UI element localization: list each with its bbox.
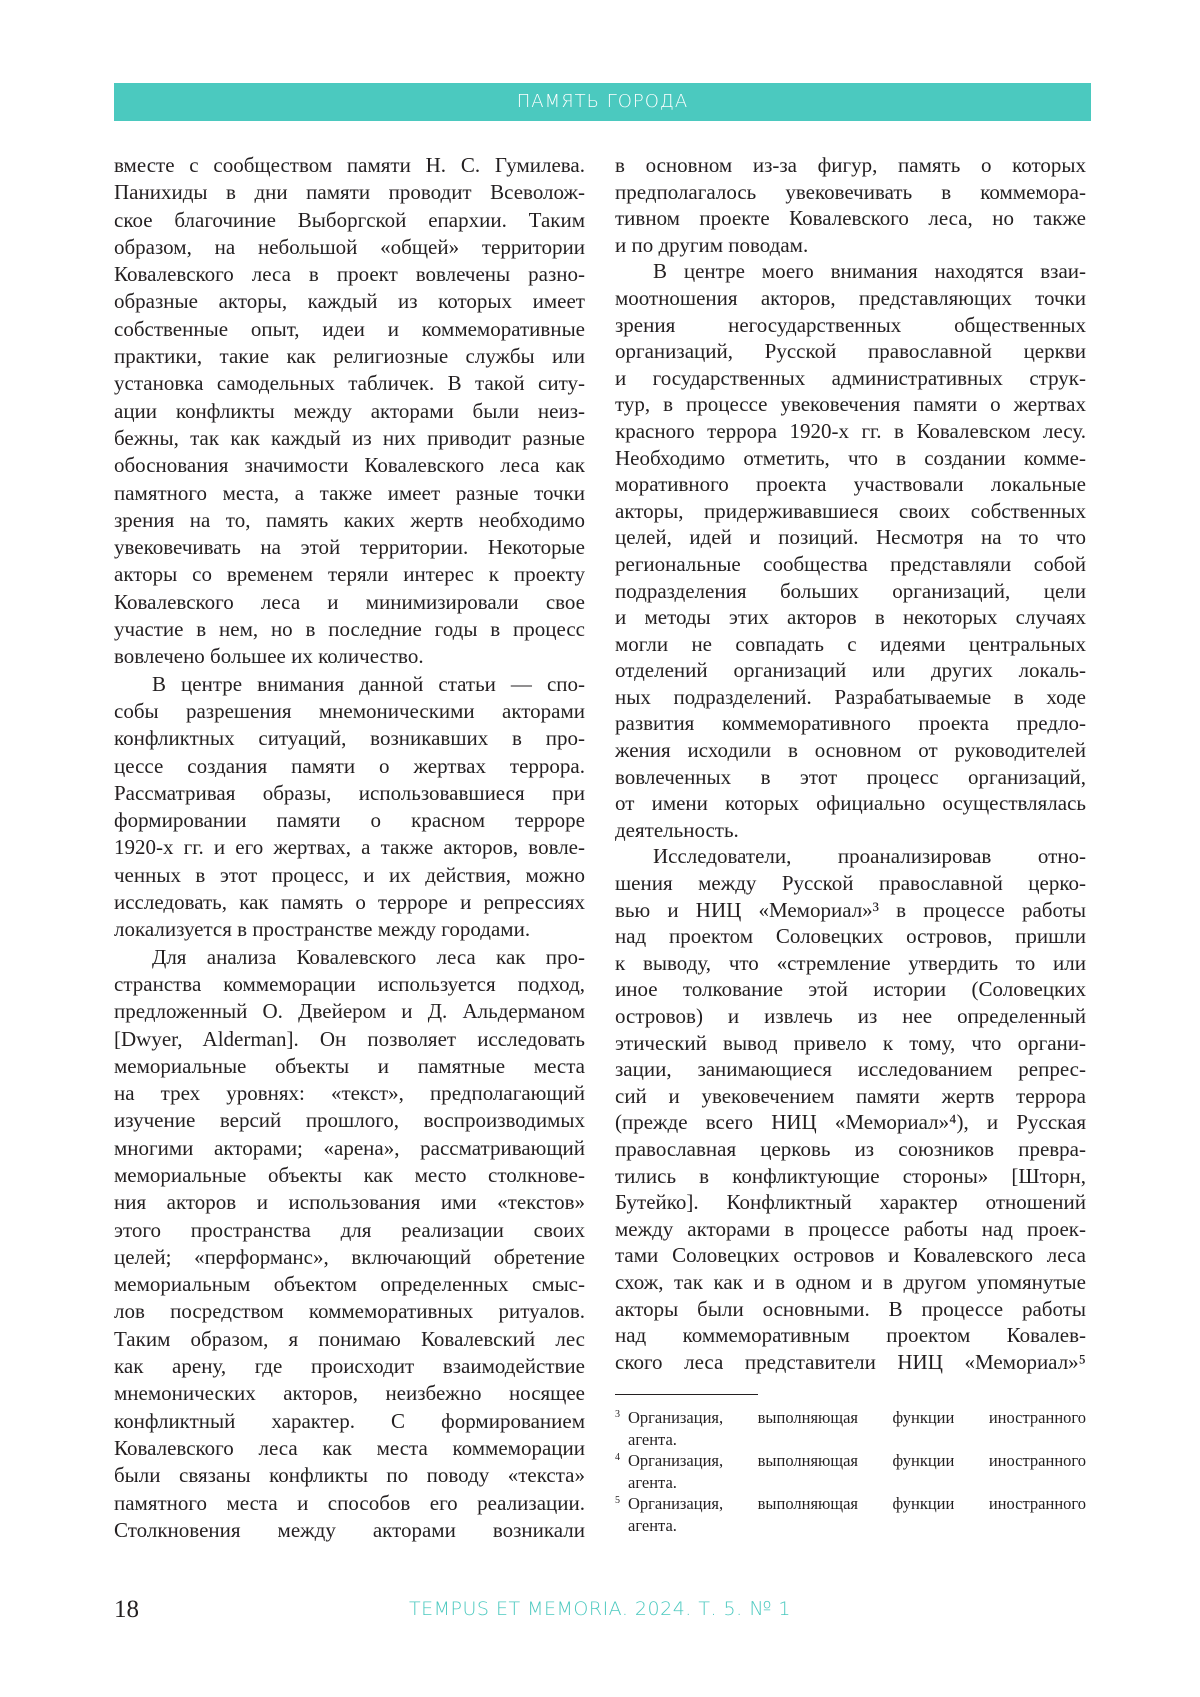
paragraph (114, 944, 585, 1545)
text-line: вью и НИЦ «Мемориал»³ в процессе работы (615, 897, 1086, 924)
footnote-text: Организация, выполняющая функции иностранного (628, 1493, 1086, 1515)
text-line: тами Соловецких островов и Ковалевского леса (615, 1242, 1086, 1269)
footnote (615, 1450, 1086, 1493)
text-line: и методы этих акторов в некоторых случаях (615, 604, 1086, 631)
text-line: ных подразделений. Разрабатываемые в ходе (615, 684, 1086, 711)
text-line: Панихиды в дни памяти проводит Всеволож- (114, 179, 585, 206)
text-line: вместе с сообществом памяти Н. С. Гумилева. (114, 152, 585, 179)
footnote (615, 1493, 1086, 1536)
footnotes (615, 1407, 1086, 1536)
text-line: лов посредством коммеморативных ритуалов. (114, 1298, 585, 1325)
text-line: этический вывод привело к тому, что органи- (615, 1030, 1086, 1057)
text-line: этого пространства для реализации своих (114, 1217, 585, 1244)
text-line: (прежде всего НИЦ «Мемориал»⁴), и Русская (615, 1109, 1086, 1136)
footnote-text: Организация, выполняющая функции иностранного (628, 1450, 1086, 1472)
text-line: формировании памяти о красном терроре (114, 807, 585, 834)
section-title: ПАМЯТЬ ГОРОДА (114, 83, 1091, 121)
footnote-number: 4 (615, 1447, 620, 1469)
text-line: цессе создания памяти о жертвах террора. (114, 753, 585, 780)
text-line: подразделения больших организаций, цели (615, 578, 1086, 605)
text-line: целей; «перформанс», включающий обретение (114, 1244, 585, 1271)
text-line: образные акторы, каждый из которых имеет (114, 288, 585, 315)
text-line: 1920-х гг. и его жертвах, а также акторов, вовле- (114, 834, 585, 861)
footnote-separator (615, 1394, 758, 1395)
text-line: Для анализа Ковалевского леса как про- (114, 944, 585, 971)
text-line: локализуется в пространстве между городами. (114, 916, 585, 943)
text-line: отделений организаций или других локаль- (615, 657, 1086, 684)
text-line: увековечивать на этой территории. Некоторые (114, 534, 585, 561)
text-line: тур, в процессе увековечения памяти о жертвах (615, 391, 1086, 418)
text-line: исследовать, как память о терроре и репрессиях (114, 889, 585, 916)
text-line: обоснования значимости Ковалевского леса как (114, 452, 585, 479)
footnote (615, 1407, 1086, 1450)
text-line: тивном проекте Ковалевского леса, но также (615, 205, 1086, 232)
text-line: изучение версий прошлого, воспроизводимых (114, 1107, 585, 1134)
text-line: ского леса представители НИЦ «Мемориал»⁵ (615, 1349, 1086, 1376)
text-line: предполагалось увековечивать в коммемора- (615, 179, 1086, 206)
text-line: установка самодельных табличек. В такой ситу- (114, 370, 585, 397)
text-line: Рассматривая образы, использовавшиеся при (114, 780, 585, 807)
section-header-bar (114, 83, 1091, 121)
text-line: ации конфликты между акторами были неиз- (114, 398, 585, 425)
text-line: организаций, Русской православной церкви (615, 338, 1086, 365)
text-line: красного террора 1920-х гг. в Ковалевском лесу. (615, 418, 1086, 445)
text-line: зации, занимающиеся исследованием репрес- (615, 1056, 1086, 1083)
text-line: памятного места, а также имеет разные точки (114, 480, 585, 507)
left-text-column (114, 152, 585, 1544)
text-line: зрения на то, память каких жертв необходимо (114, 507, 585, 534)
text-line: собы разрешения мнемоническими акторами (114, 698, 585, 725)
text-line: могли не совпадать с идеями центральных (615, 631, 1086, 658)
text-line: схож, так как и в одном и в другом упомянутые (615, 1269, 1086, 1296)
footnote-text: Организация, выполняющая функции иностранного (628, 1407, 1086, 1429)
text-line: акторы, придерживавшиеся своих собственных (615, 498, 1086, 525)
text-line: образом, на небольшой «общей» территории (114, 234, 585, 261)
text-line: многими акторами; «арена», рассматривающий (114, 1135, 585, 1162)
text-line: и по другим поводам. (615, 232, 1086, 259)
text-line: странства коммеморации используется подход, (114, 971, 585, 998)
text-line: мемориальные объекты и памятные места (114, 1053, 585, 1080)
text-line: акторы были основными. В процессе работы (615, 1296, 1086, 1323)
text-line: конфликтный характер. С формированием (114, 1408, 585, 1435)
text-line: региональные сообщества представляли собой (615, 551, 1086, 578)
text-line: ченных в этот процесс, и их действия, можно (114, 862, 585, 889)
text-line: целей, идей и позиций. Несмотря на то что (615, 524, 1086, 551)
text-line: как арену, где происходит взаимодействие (114, 1353, 585, 1380)
page-number: 18 (114, 1596, 139, 1624)
footnote-number: 5 (615, 1490, 620, 1512)
text-line: Таким образом, я понимаю Ковалевский лес (114, 1326, 585, 1353)
text-line: В центре внимания данной статьи — спо- (114, 671, 585, 698)
right-text-column (615, 152, 1086, 1375)
text-line: от имени которых официально осуществлялась (615, 790, 1086, 817)
paragraph (114, 671, 585, 944)
text-line: предложенный О. Двейером и Д. Альдерманом (114, 998, 585, 1025)
text-line: на трех уровнях: «текст», предполагающий (114, 1080, 585, 1107)
paragraph (615, 843, 1086, 1375)
text-line: к выводу, что «стремление утвердить то или (615, 950, 1086, 977)
text-line: сий и увековечением памяти жертв террора (615, 1083, 1086, 1110)
text-line: зрения негосударственных общественных (615, 312, 1086, 339)
footnote-number: 3 (615, 1404, 620, 1426)
text-line: Ковалевского леса и минимизировали свое (114, 589, 585, 616)
text-line: между акторами в процессе работы над проек- (615, 1216, 1086, 1243)
text-line: Необходимо отметить, что в создании комме- (615, 445, 1086, 472)
footnote-text: агента. (628, 1515, 1086, 1537)
paragraph (114, 152, 585, 671)
text-line: мемориальным объектом определенных смыс- (114, 1271, 585, 1298)
text-line: Ковалевского леса как места коммеморации (114, 1435, 585, 1462)
journal-running-title: TEMPUS ET MEMORIA. 2024. Т. 5. № 1 (0, 1598, 1200, 1620)
text-line: моративного проекта участвовали локальные (615, 471, 1086, 498)
footnote-text: агента. (628, 1472, 1086, 1494)
text-line: бежны, так как каждый из них приводит разные (114, 425, 585, 452)
footnote-text: агента. (628, 1429, 1086, 1451)
text-line: над коммеморативным проектом Ковалев- (615, 1322, 1086, 1349)
text-line: развития коммеморативного проекта предло- (615, 710, 1086, 737)
text-line: шения между Русской православной церко- (615, 870, 1086, 897)
text-line: жения исходили в основном от руководителей (615, 737, 1086, 764)
text-line: моотношения акторов, представляющих точки (615, 285, 1086, 312)
text-line: собственные опыт, идеи и коммеморативные (114, 316, 585, 343)
text-line: участие в нем, но в последние годы в процесс (114, 616, 585, 643)
text-line: Исследователи, проанализировав отно- (615, 843, 1086, 870)
text-line: конфликтных ситуаций, возникавших в про- (114, 725, 585, 752)
text-line: мемориальные объекты как место столкнове- (114, 1162, 585, 1189)
text-line: тились в конфликтующие стороны» [Шторн, (615, 1163, 1086, 1190)
text-line: [Dwyer, Alderman]. Он позволяет исследовать (114, 1026, 585, 1053)
text-line: Бутейко]. Конфликтный характер отношений (615, 1189, 1086, 1216)
text-line: вовлеченных в этот процесс организаций, (615, 764, 1086, 791)
text-line: православная церковь из союзников превра- (615, 1136, 1086, 1163)
text-line: ское благочиние Выборгской епархии. Таким (114, 207, 585, 234)
text-line: островов) и извлечь из нее определенный (615, 1003, 1086, 1030)
text-line: в основном из-за фигур, память о которых (615, 152, 1086, 179)
text-line: мнемонических акторов, неизбежно носящее (114, 1380, 585, 1407)
text-line: Ковалевского леса в проект вовлечены разно- (114, 261, 585, 288)
text-line: и государственных административных струк- (615, 365, 1086, 392)
text-line: над проектом Соловецких островов, пришли (615, 923, 1086, 950)
text-line: ния акторов и использования ими «текстов» (114, 1189, 585, 1216)
text-line: акторы со временем теряли интерес к проекту (114, 561, 585, 588)
text-line: памятного места и способов его реализации. (114, 1490, 585, 1517)
paragraph (615, 258, 1086, 843)
paragraph (615, 152, 1086, 258)
text-line: деятельность. (615, 817, 1086, 844)
text-line: Столкновения между акторами возникали (114, 1517, 585, 1544)
text-line: В центре моего внимания находятся взаи- (615, 258, 1086, 285)
text-line: вовлечено большее их количество. (114, 643, 585, 670)
text-line: иное толкование этой истории (Соловецких (615, 976, 1086, 1003)
text-line: практики, такие как религиозные службы или (114, 343, 585, 370)
text-line: были связаны конфликты по поводу «текста» (114, 1462, 585, 1489)
